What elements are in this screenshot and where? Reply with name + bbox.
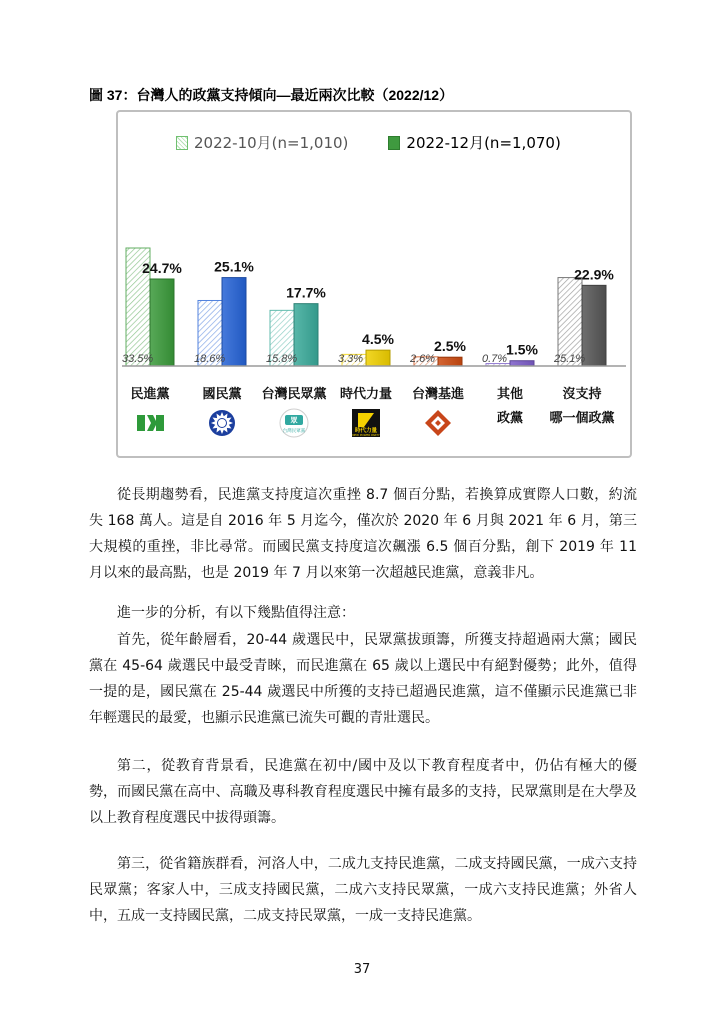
page-number: 37 <box>353 962 371 977</box>
bar-dec-5 <box>510 361 534 366</box>
bar-chart-svg <box>118 112 630 456</box>
tpp-logo-text: 台灣民眾黨 <box>282 429 306 434</box>
bar-dec-1 <box>222 278 246 366</box>
kmt-logo-center <box>218 419 226 427</box>
category-label-2: 台灣民眾黨 <box>261 387 327 402</box>
label-oct-5: 0.7% <box>482 353 508 365</box>
category-label-6-line2: 哪一個政黨 <box>549 411 615 426</box>
label-dec-6: 22.9% <box>574 266 614 283</box>
paragraph-3: 首先，從年齡層看，20-44 歲選民中，民眾黨拔頭籌，所獲支持超過兩大黨；國民黨在 45-64 歲選民中最受青睞，而民進黨在 65 歲以上選民中有絕對優勢；此外，值得一提的是，國民黨在 25-44 歲選民中所獲的支持已超過民進黨，這不僅顯示民進黨已非年輕選民的最愛，也顯示民進黨已流失可觀的青壯選民。 <box>89 632 637 726</box>
paragraph-1: 從長期趨勢看，民進黨支持度這次重挫 8.7 個百分點，若換算成實際人口數，約流失 168 萬人。這是自 2016 年 5 月迄今，僅次於 2020 年 6 月與 2021 年 6 月，第三大規模的重挫，非比尋常。而國民黨支持度這次飆漲 6.5 個百分點，創下 2019 年 11 月以來的最高點，也是 2019 年 7 月以來第一次超越民進黨，意義非凡。 <box>89 487 637 581</box>
bar-dec-4 <box>438 357 462 366</box>
category-label-0: 民進黨 <box>130 387 170 402</box>
npp-logo-text: 時代力量 <box>354 428 378 434</box>
category-label-5-line2: 政黨 <box>496 411 524 426</box>
paragraph-5: 第三，從省籍族群看，河洛人中，二成九支持民進黨，二成支持國民黨，一成六支持民眾黨；客家人中，三成支持國民黨，二成六支持民眾黨，一成六支持民進黨；外省人中，五成一支持國民黨，二成支持民眾黨，一成一支持民進黨。 <box>89 856 637 924</box>
dpp-logo-right <box>156 415 164 431</box>
label-oct-3: 3.3% <box>338 353 364 365</box>
category-label-5: 其他 <box>496 387 524 402</box>
category-label-1: 國民黨 <box>202 387 242 402</box>
label-dec-5: 1.5% <box>506 341 538 358</box>
npp-logo-en: NEW POWER PARTY <box>352 433 380 437</box>
label-oct-6: 25.1% <box>554 353 586 365</box>
bar-dec-2 <box>294 304 318 366</box>
label-oct-4: 2.6% <box>410 353 436 365</box>
party-support-chart <box>116 110 632 458</box>
category-label-4: 台灣基進 <box>411 387 465 402</box>
figure-title: 圖 37：台灣人的政黨支持傾向—最近兩次比較（2022/12） <box>89 87 454 103</box>
legend-label-oct: 2022-10月(n=1,010) <box>194 134 349 152</box>
dpp-logo-left <box>137 415 145 431</box>
legend-label-dec: 2022-12月(n=1,070) <box>406 134 561 152</box>
label-dec-3: 4.5% <box>362 331 394 348</box>
category-label-6: 沒支持 <box>562 387 602 402</box>
bar-dec-6 <box>582 285 606 366</box>
tpp-logo-glyph: 眾 <box>290 416 298 425</box>
category-label-3: 時代力量 <box>339 387 393 402</box>
label-dec-2: 17.7% <box>286 284 326 301</box>
label-oct-0: 33.5% <box>122 353 154 365</box>
paragraph-4: 第二，從教育背景看，民進黨在初中/國中及以下教育程度者中，仍佔有極大的優勢，而國民黨在高中、高職及專科教育程度選民中擁有最多的支持，民眾黨則是在大學及以上教育程度選民中拔得頭籌。 <box>89 758 637 826</box>
label-dec-1: 25.1% <box>214 258 254 275</box>
label-dec-0: 24.7% <box>142 259 182 276</box>
bar-dec-3 <box>366 350 390 366</box>
bar-dec-0 <box>150 279 174 366</box>
label-oct-2: 15.8% <box>266 353 298 365</box>
label-dec-4: 2.5% <box>434 338 466 355</box>
label-oct-1: 18.6% <box>194 353 226 365</box>
paragraph-2: 進一步的分析，有以下幾點值得注意： <box>117 605 355 621</box>
